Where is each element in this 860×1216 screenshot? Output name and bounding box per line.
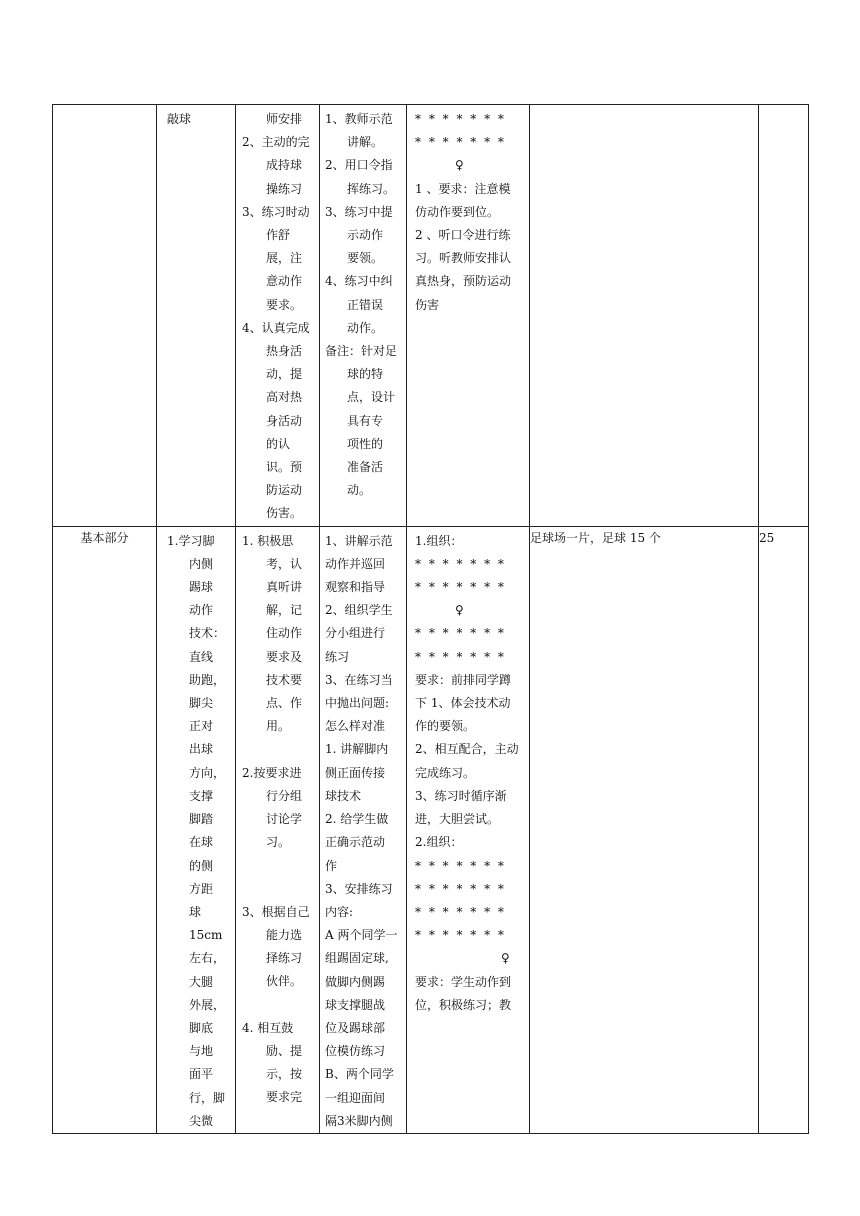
- text-line: 下 1、体会技术动: [415, 696, 511, 711]
- formation-stars: * * * * * * *: [415, 858, 506, 873]
- text-line: 15cm: [189, 928, 223, 943]
- text-line: 1.学习脚: [167, 533, 215, 548]
- text-line: 动作。: [347, 320, 384, 335]
- text-line: 技术要: [266, 672, 303, 687]
- text-line: 脚尖: [189, 696, 214, 711]
- student-activity-cell: [236, 105, 320, 527]
- text-line: 伤害。: [266, 506, 303, 521]
- text-line: 3、在练习当: [325, 672, 393, 687]
- text-line: 2. 给学生做: [325, 812, 389, 827]
- text-line: 习。: [266, 835, 291, 850]
- text-line: 伙伴。: [266, 974, 303, 989]
- text-line: 球支撑腿战: [325, 997, 386, 1012]
- text-line: 防运动: [266, 483, 303, 498]
- text-line: 观察和指导: [325, 580, 386, 595]
- text-line: 3、练习时动: [242, 204, 310, 219]
- text-line: 识。预: [266, 460, 303, 475]
- teacher-activity-cell: [320, 526, 407, 1133]
- text-line: 动，提: [266, 367, 303, 382]
- text-line: 脚踏: [189, 812, 214, 827]
- text-line: 1. 讲解脚内: [325, 742, 389, 757]
- text-line: 成持球: [266, 158, 303, 173]
- text-line: 正错误: [347, 297, 384, 312]
- text-line: 组踢固定球,: [325, 951, 389, 966]
- organization-cell: [407, 105, 530, 527]
- text-line: 1. 积极思: [242, 533, 294, 548]
- lesson-plan-table: [52, 104, 809, 1134]
- text-line: 用。: [266, 719, 291, 734]
- text-line: 具有专: [347, 413, 384, 428]
- text-line: 内容:: [325, 904, 354, 919]
- text-line: 解，记: [266, 603, 303, 618]
- text-line: 2 、听口令进行练: [415, 228, 511, 243]
- text-line: 2.按要求进: [242, 765, 302, 780]
- text-line: 技术：: [189, 626, 226, 641]
- text-line: 中抛出问题:: [325, 696, 390, 711]
- text-line: 动作并巡回: [325, 556, 386, 571]
- formation-stars: * * * * * * *: [415, 649, 506, 664]
- teacher-symbol-icon: ♀: [455, 603, 464, 618]
- text-line: 踢球: [189, 580, 214, 595]
- text-line: 进，大胆尝试。: [415, 812, 500, 827]
- text-line: 准备活: [347, 460, 384, 475]
- formation-stars: * * * * * * *: [415, 928, 506, 943]
- formation-stars: * * * * * * *: [415, 112, 506, 126]
- text-line: 在球: [189, 835, 214, 850]
- text-line: 4、认真完成: [242, 320, 310, 335]
- text-line: 展，注: [266, 251, 303, 266]
- teacher-activity-cell: [320, 105, 407, 527]
- text-line: 做脚内侧踢: [325, 974, 386, 989]
- text-line: 4. 相互鼓: [242, 1020, 294, 1035]
- teacher-symbol-icon: ♀: [455, 158, 464, 173]
- text-line: 左右，: [189, 951, 226, 966]
- text-line: 点，设计: [347, 390, 396, 405]
- text-line: 项性的: [347, 436, 384, 451]
- text-line: 考，认: [266, 556, 303, 571]
- teacher-symbol-icon: ♀: [501, 951, 510, 966]
- equipment-text: 足球场一片，足球 15 个: [530, 526, 759, 1133]
- text-line: 敲球: [167, 112, 192, 126]
- formation-stars: * * * * * * *: [415, 904, 506, 919]
- formation-stars: * * * * * * *: [415, 135, 506, 150]
- text-line: 身活动: [266, 413, 303, 428]
- text-line: 能力选: [266, 928, 303, 943]
- text-line: 行分组: [266, 788, 303, 803]
- text-line: 位模仿练习: [325, 1044, 386, 1059]
- table-row: [53, 526, 809, 1133]
- text-line: 行，脚: [189, 1090, 226, 1105]
- text-line: 分小组进行: [325, 626, 386, 641]
- text-line: 完成练习。: [415, 765, 476, 780]
- text-line: 仿动作要到位。: [415, 204, 500, 219]
- text-line: 1、教师示范: [325, 112, 393, 126]
- text-line: 作的要领。: [415, 719, 476, 734]
- text-line: 备注：针对足: [325, 344, 398, 359]
- text-line: 支撑: [189, 788, 214, 803]
- section-label: 基本部分: [53, 526, 157, 1133]
- text-line: 球的特: [347, 367, 384, 382]
- text-line: 怎么样对准: [325, 719, 386, 734]
- formation-stars: * * * * * * *: [415, 626, 506, 641]
- content-cell: [157, 105, 236, 527]
- text-line: 正确示范动: [325, 835, 386, 850]
- text-line: 习。听教师安排认: [415, 251, 512, 266]
- text-line: 的认: [266, 436, 291, 451]
- formation-stars: * * * * * * *: [415, 881, 506, 896]
- text-line: 励、提: [266, 1044, 303, 1059]
- text-line: 2、主动的完: [242, 135, 310, 150]
- text-line: 脚底: [189, 1020, 214, 1035]
- text-line: 住动作: [266, 626, 303, 641]
- text-line: 1 、要求：注意模: [415, 181, 511, 196]
- organization-cell: [407, 526, 530, 1133]
- text-line: A 两个同学一: [325, 928, 398, 943]
- text-line: 2、用口令指: [325, 158, 393, 173]
- text-line: 大腿: [189, 974, 214, 989]
- text-line: 直线: [189, 649, 214, 664]
- time-cell-empty: [759, 105, 809, 527]
- text-line: 高对热: [266, 390, 303, 405]
- text-line: 操练习: [266, 181, 303, 196]
- text-line: 侧正面传接: [325, 765, 386, 780]
- text-line: 方距: [189, 881, 214, 896]
- text-line: 动作: [189, 603, 214, 618]
- text-line: 示，按: [266, 1067, 303, 1082]
- text-line: 3、安排练习: [325, 881, 393, 896]
- student-activity-cell: [236, 526, 320, 1133]
- organization-heading: 1.组织：: [415, 533, 463, 548]
- text-line: 的侧: [189, 858, 214, 873]
- text-line: 内侧: [189, 556, 214, 571]
- text-line: 真听讲: [266, 580, 303, 595]
- text-line: 挥练习。: [347, 181, 396, 196]
- content-cell: [157, 526, 236, 1133]
- text-line: 要求及: [266, 649, 303, 664]
- text-line: 要领。: [347, 251, 384, 266]
- text-line: B、两个同学: [325, 1067, 394, 1082]
- text-line: 隔3米脚内侧: [325, 1113, 393, 1128]
- text-line: 4、练习中纠: [325, 274, 393, 289]
- section-cell-empty: [53, 105, 157, 527]
- text-line: 意动作: [266, 274, 303, 289]
- text-line: 球技术: [325, 788, 362, 803]
- text-line: 练习: [325, 649, 350, 664]
- text-line: 尖微: [189, 1113, 214, 1128]
- text-line: 热身活: [266, 344, 303, 359]
- text-line: 外展，: [189, 997, 226, 1012]
- organization-heading: 2.组织：: [415, 835, 463, 850]
- text-line: 动。: [347, 483, 372, 498]
- formation-stars: * * * * * * *: [415, 556, 506, 571]
- text-line: 助跑，: [189, 672, 226, 687]
- text-line: 一组迎面间: [325, 1090, 386, 1105]
- text-line: 1、讲解示范: [325, 533, 393, 548]
- time-minutes: 25: [759, 526, 809, 1133]
- text-line: 择练习: [266, 951, 303, 966]
- text-line: 3、练习中提: [325, 204, 393, 219]
- formation-stars: * * * * * * *: [415, 580, 506, 595]
- text-line: 位及踢球部: [325, 1020, 386, 1035]
- text-line: 要求：前排同学蹲: [415, 672, 512, 687]
- text-line: 要求完: [266, 1090, 303, 1105]
- text-line: 点、作: [266, 696, 303, 711]
- text-line: 示动作: [347, 228, 384, 243]
- text-line: 球: [189, 904, 202, 919]
- text-line: 要求。: [266, 297, 303, 312]
- text-line: 讨论学: [266, 812, 303, 827]
- text-line: 与地: [189, 1044, 214, 1059]
- text-line: 3、根据自己: [242, 904, 310, 919]
- text-line: 正对: [189, 719, 214, 734]
- text-line: 伤害: [415, 297, 440, 312]
- text-line: 3、练习时循序渐: [415, 788, 507, 803]
- text-line: 作: [325, 858, 338, 873]
- table-row: [53, 105, 809, 527]
- text-line: 师安排: [266, 112, 303, 126]
- text-line: 讲解。: [347, 135, 384, 150]
- text-line: 出球: [189, 742, 214, 757]
- text-line: 方向，: [189, 765, 226, 780]
- text-line: 2、组织学生: [325, 603, 393, 618]
- equipment-cell-empty: [530, 105, 759, 527]
- text-line: 作舒: [266, 228, 291, 243]
- text-line: 真热身，预防运动: [415, 274, 512, 289]
- text-line: 面平: [189, 1067, 214, 1082]
- text-line: 2、相互配合，主动: [415, 742, 519, 757]
- text-line: 要求：学生动作到: [415, 974, 512, 989]
- text-line: 位，积极练习；教: [415, 997, 512, 1012]
